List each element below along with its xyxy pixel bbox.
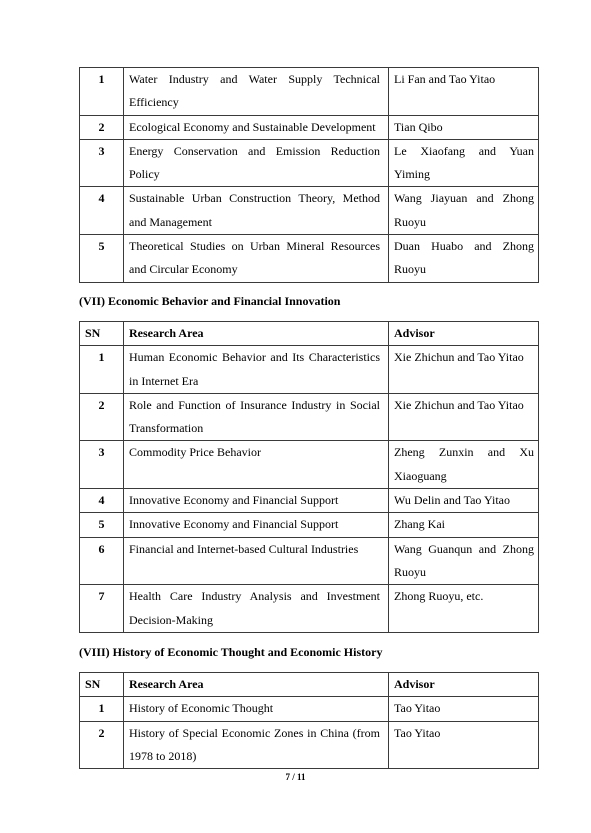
header-cell-advisor: Advisor	[389, 673, 539, 697]
advisor-cell	[389, 585, 539, 633]
advisor-text: Xie Zhichun and Tao Yitao	[394, 397, 524, 412]
advisor-text: Duan Huabo and Zhong Ruoyu	[394, 239, 534, 277]
sn-cell: 3	[80, 441, 124, 489]
sn-cell: 3	[80, 139, 124, 187]
sn-cell: 5	[80, 513, 124, 537]
research-area-cell	[124, 346, 389, 394]
research-area-cell	[124, 139, 389, 187]
sn-cell: 6	[80, 537, 124, 585]
advisor-cell	[389, 489, 539, 513]
advisor-text: Xie Zhichun and Tao Yitao	[394, 350, 524, 365]
research-area-cell	[124, 697, 389, 721]
research-area-text: History of Economic Thought	[129, 701, 274, 716]
sn-cell: 2	[80, 393, 124, 441]
research-area-text: Human Economic Behavior and Its Characteristics in Internet Era	[129, 350, 380, 388]
advisor-text: Tao Yitao	[394, 725, 441, 740]
research-area-cell	[124, 537, 389, 585]
advisor-text: Tao Yitao	[394, 701, 441, 716]
section-heading-vii: (VII) Economic Behavior and Financial Innovation	[79, 293, 341, 308]
page-number: 7 / 11	[285, 772, 306, 782]
research-area-text: Commodity Price Behavior	[129, 445, 261, 460]
research-area-text: Innovative Economy and Financial Support	[129, 493, 339, 508]
table-row	[80, 139, 539, 187]
sn-cell: 2	[80, 721, 124, 769]
table-row	[80, 537, 539, 585]
research-area-text: Sustainable Urban Construction Theory, Method and Management	[129, 191, 380, 229]
advisor-text: Wang Jiayuan and Zhong Ruoyu	[394, 191, 534, 229]
research-area-cell	[124, 235, 389, 283]
sn-cell: 1	[80, 697, 124, 721]
research-area-text: Energy Conservation and Emission Reduction Policy	[129, 143, 380, 182]
advisor-text: Zhang Kai	[394, 517, 445, 532]
sn-cell: 2	[80, 115, 124, 139]
advisor-cell	[389, 513, 539, 537]
research-area-text: Water Industry and Water Supply Technical Efficiency	[129, 72, 380, 110]
header-cell-research-area: Research Area	[124, 673, 389, 697]
research-area-cell	[124, 489, 389, 513]
research-area-text: Theoretical Studies on Urban Mineral Resources and Circular Economy	[129, 239, 380, 277]
advisor-cell	[389, 115, 539, 139]
research-area-cell	[124, 187, 389, 235]
research-area-cell	[124, 441, 389, 489]
advisor-cell	[389, 187, 539, 235]
research-area-cell	[124, 585, 389, 633]
research-area-cell	[124, 393, 389, 441]
research-table-continued	[79, 67, 539, 283]
header-cell-research-area: Research Area	[124, 322, 389, 346]
advisor-cell	[389, 139, 539, 187]
research-table-vii	[79, 321, 539, 633]
research-area-cell	[124, 721, 389, 769]
table-row	[80, 585, 539, 633]
section-heading-viii: (VIII) History of Economic Thought and Economic History	[79, 644, 383, 659]
header-cell-advisor: Advisor	[389, 322, 539, 346]
sn-cell: 5	[80, 235, 124, 283]
table-row	[80, 697, 539, 721]
advisor-text: Wu Delin and Tao Yitao	[394, 493, 510, 508]
research-area-text: History of Special Economic Zones in China (from 1978 to 2018)	[129, 725, 380, 763]
research-area-cell	[124, 115, 389, 139]
research-area-text: Financial and Internet-based Cultural Industries	[129, 541, 359, 556]
sn-cell: 4	[80, 187, 124, 235]
advisor-cell	[389, 68, 539, 116]
header-cell-sn: SN	[80, 322, 124, 346]
table-row	[80, 115, 539, 139]
header-cell-sn: SN	[80, 673, 124, 697]
advisor-text: Zhong Ruoyu, etc.	[394, 589, 484, 604]
advisor-cell	[389, 697, 539, 721]
sn-cell: 1	[80, 68, 124, 116]
advisor-cell	[389, 721, 539, 769]
research-area-text: Health Care Industry Analysis and Investment Decision-Making	[129, 589, 380, 627]
advisor-cell	[389, 346, 539, 394]
research-table-viii	[79, 672, 539, 769]
sn-cell: 4	[80, 489, 124, 513]
research-area-text: Role and Function of Insurance Industry in Social Transformation	[129, 397, 380, 436]
research-area-cell	[124, 68, 389, 116]
table-row	[80, 393, 539, 441]
advisor-text: Tian Qibo	[394, 119, 443, 134]
research-area-text: Innovative Economy and Financial Support	[129, 517, 339, 532]
table-header-row	[80, 322, 539, 346]
research-area-text: Ecological Economy and Sustainable Development	[129, 119, 376, 134]
advisor-cell	[389, 235, 539, 283]
table-header-row	[80, 673, 539, 697]
advisor-cell	[389, 537, 539, 585]
advisor-text: Li Fan and Tao Yitao	[394, 72, 496, 86]
table-row	[80, 187, 539, 235]
table-row	[80, 235, 539, 283]
advisor-cell	[389, 441, 539, 489]
sn-cell: 7	[80, 585, 124, 633]
advisor-text: Le Xiaofang and Yuan Yiming	[394, 143, 534, 182]
table-row	[80, 68, 539, 116]
table-row	[80, 513, 539, 537]
table-row	[80, 721, 539, 769]
table-row	[80, 489, 539, 513]
advisor-text: Wang Guanqun and Zhong Ruoyu	[394, 541, 534, 579]
advisor-text: Zheng Zunxin and Xu Xiaoguang	[394, 445, 534, 483]
sn-cell: 1	[80, 346, 124, 394]
advisor-cell	[389, 393, 539, 441]
table-row	[80, 346, 539, 394]
research-area-cell	[124, 513, 389, 537]
table-row	[80, 441, 539, 489]
